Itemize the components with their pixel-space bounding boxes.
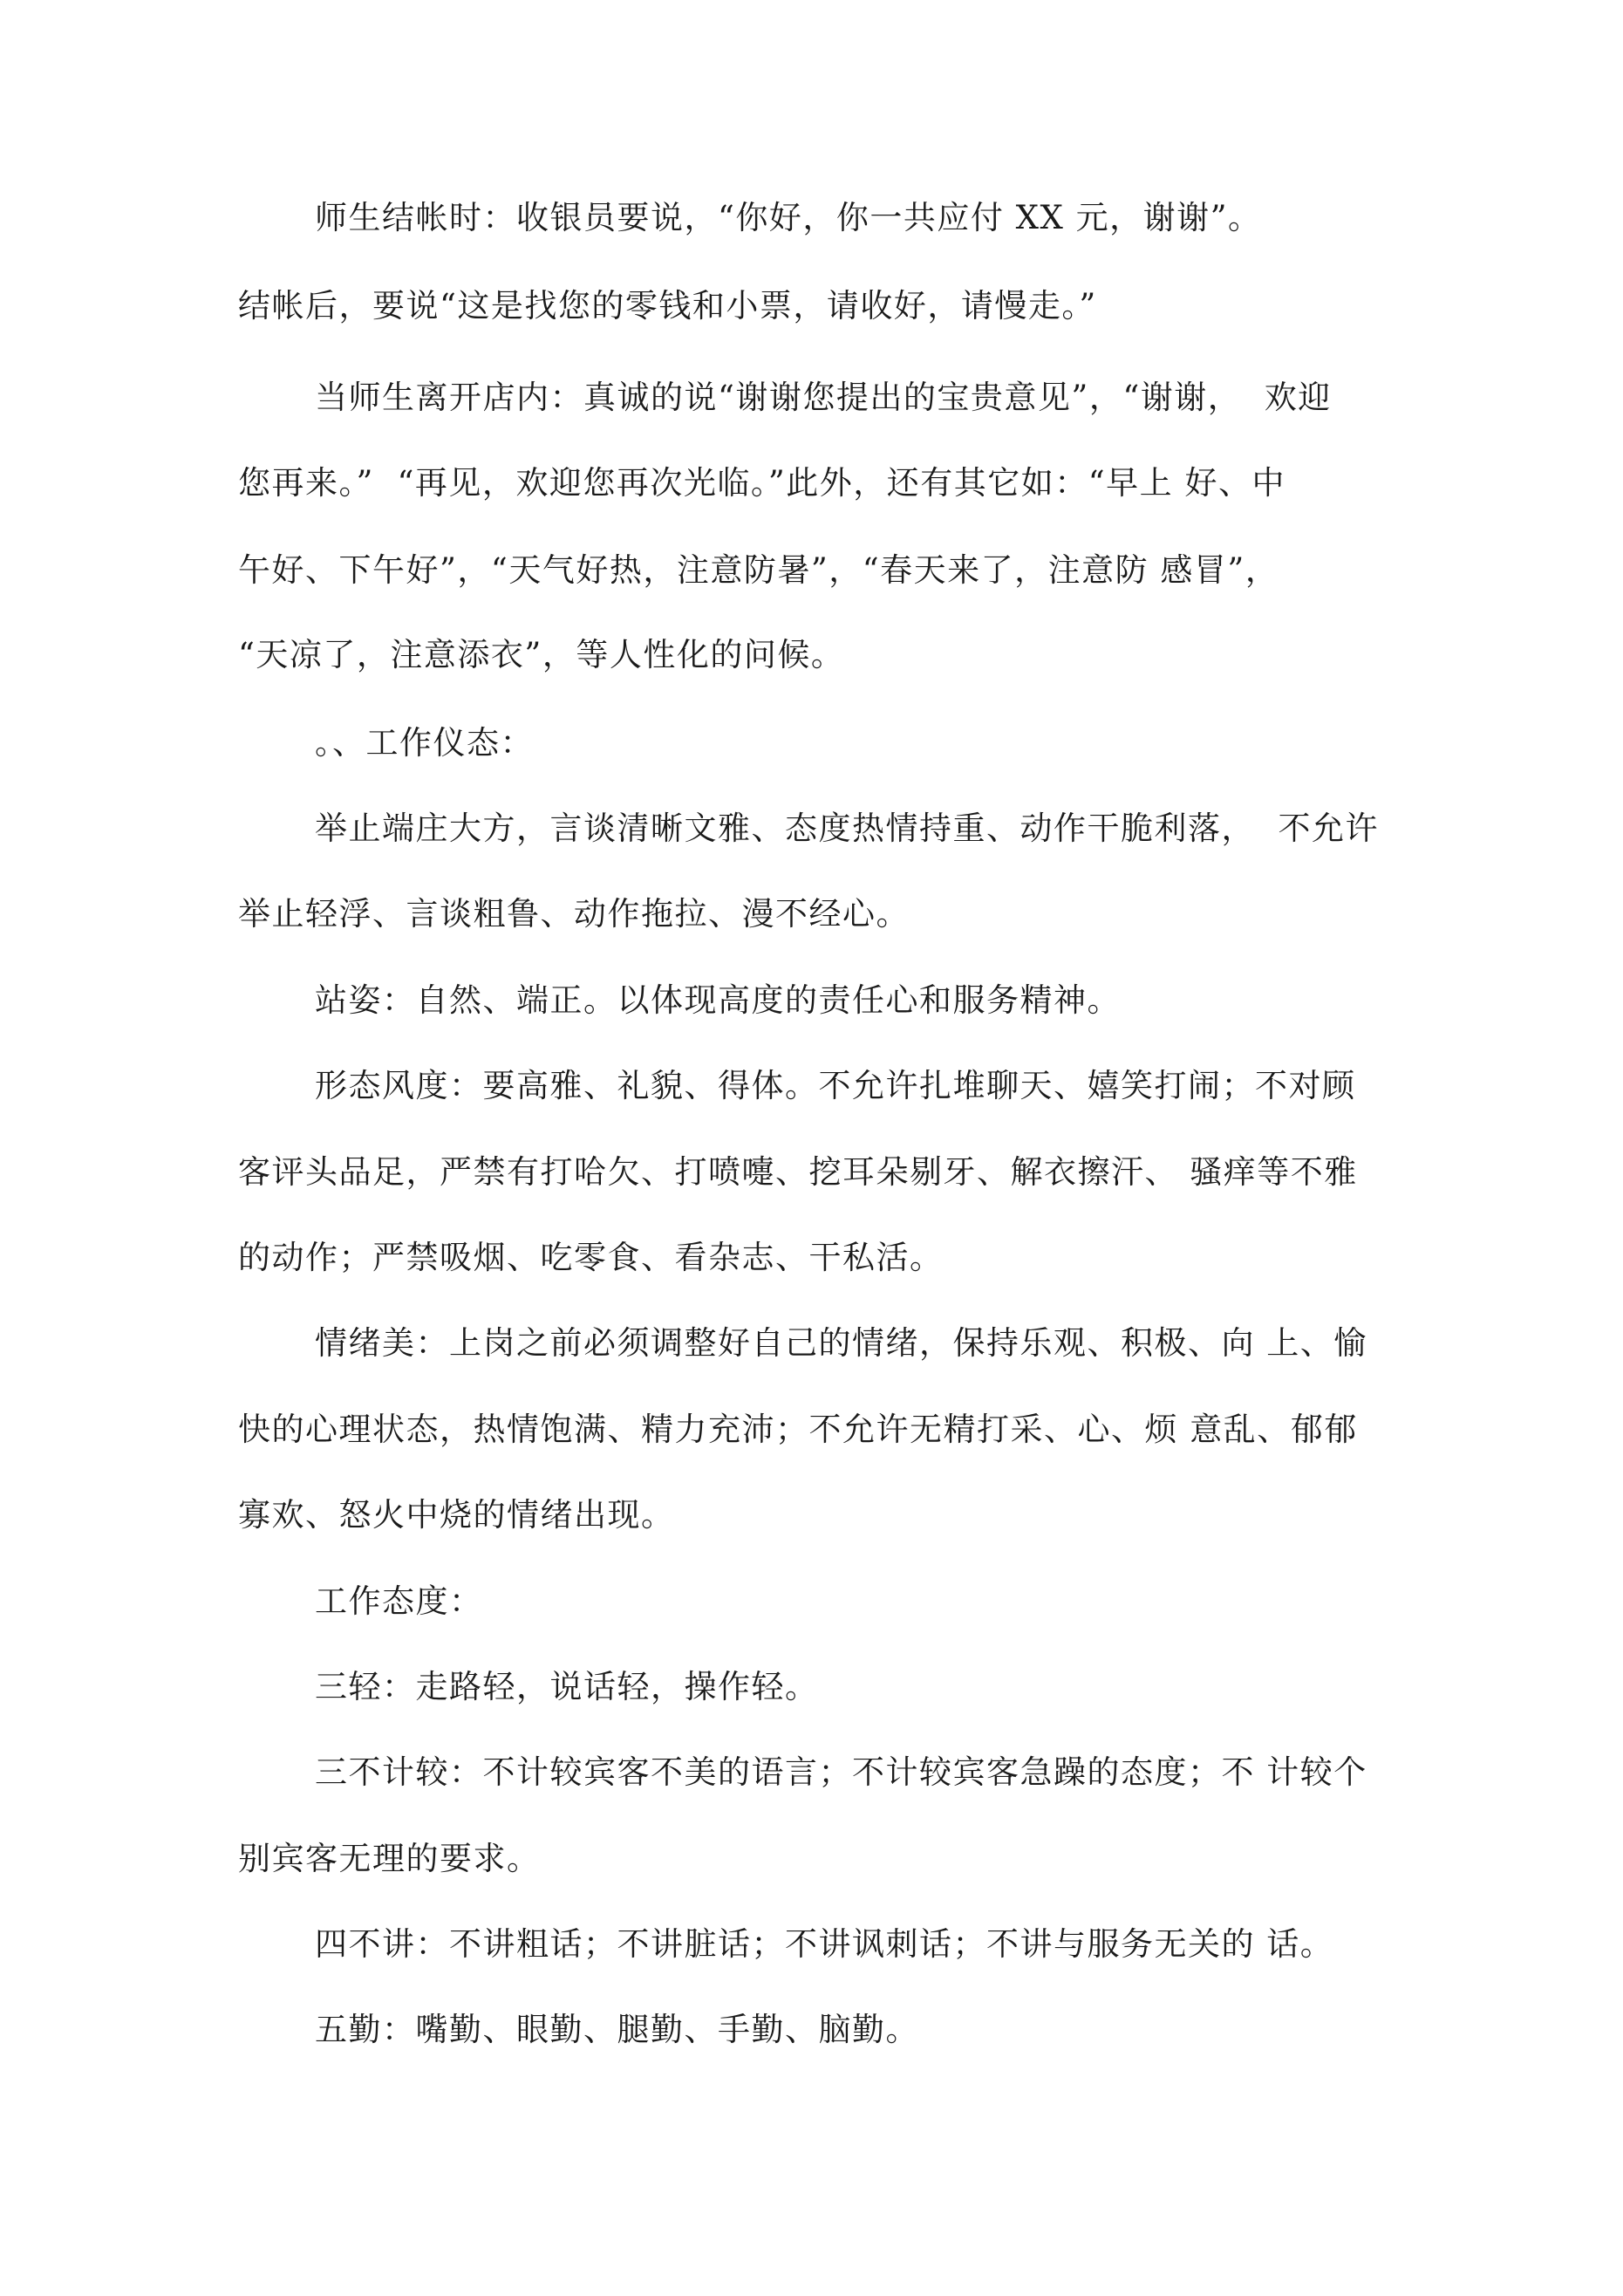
text-line: 三轻：走路轻，说话轻，操作轻。: [315, 1668, 819, 1705]
text-line: 举止轻浮、言谈粗鲁、动作拖拉、漫不经心。: [238, 895, 910, 933]
text-line: 当师生离开店内：真诚的说“谢谢您提出的宝贵意见”，“谢谢， 欢迎: [315, 379, 1332, 416]
text-line: 师生结帐时：收银员要说，“你好，你一共应付 XX 元，谢谢”。: [315, 199, 1262, 236]
text-line: 别宾客无理的要求。: [238, 1840, 541, 1877]
text-line: 三不计较：不计较宾客不美的语言；不计较宾客急躁的态度；不 计较个: [315, 1753, 1367, 1791]
section-heading: 。、工作仪态：: [315, 724, 534, 762]
text-line: 午好、下午好”，“天气好热，注意防暑”，“春天来了，注意防 感冒”，: [238, 551, 1279, 589]
text-line: 站姿：自然、端正。以体现高度的责任心和服务精神。: [315, 981, 1121, 1019]
section-heading: 工作态度：: [315, 1582, 483, 1620]
text-line: 您再来。” “再见，欢迎您再次光临。”此外，还有其它如：“早上 好、中: [238, 464, 1285, 502]
text-line: 寡欢、怒火中烧的情绪出现。: [238, 1496, 675, 1534]
text-line: 五勤：嘴勤、眼勤、腿勤、手勤、脑勤。: [315, 2011, 919, 2048]
text-line: 快的心理状态，热情饱满、精力充沛；不允许无精打采、心、烦 意乱、郁郁: [238, 1411, 1358, 1448]
text-line: 举止端庄大方，言谈清晰文雅、态度热情持重、动作干脆利落， 不允许: [315, 810, 1380, 847]
text-line: 形态风度：要高雅、礼貌、得体。不允许扎堆聊天、嬉笑打闹；不对顾: [315, 1067, 1356, 1104]
text-line: 的动作；严禁吸烟、吃零食、看杂志、干私活。: [238, 1239, 944, 1276]
text-line: 四不讲：不讲粗话；不讲脏话；不讲讽刺话；不讲与服务无关的 话。: [315, 1925, 1334, 1963]
text-line: “天凉了，注意添衣”，等人性化的问候。: [238, 636, 845, 673]
text-line: 情绪美：上岗之前必须调整好自己的情绪，保持乐观、积极、向 上、愉: [315, 1324, 1367, 1362]
text-line: 结帐后，要说“这是找您的零钱和小票，请收好，请慢走。”: [238, 287, 1097, 325]
text-line: 客评头品足，严禁有打哈欠、打喷嚏、挖耳朵剔牙、解衣擦汗、 骚痒等不雅: [238, 1153, 1358, 1191]
